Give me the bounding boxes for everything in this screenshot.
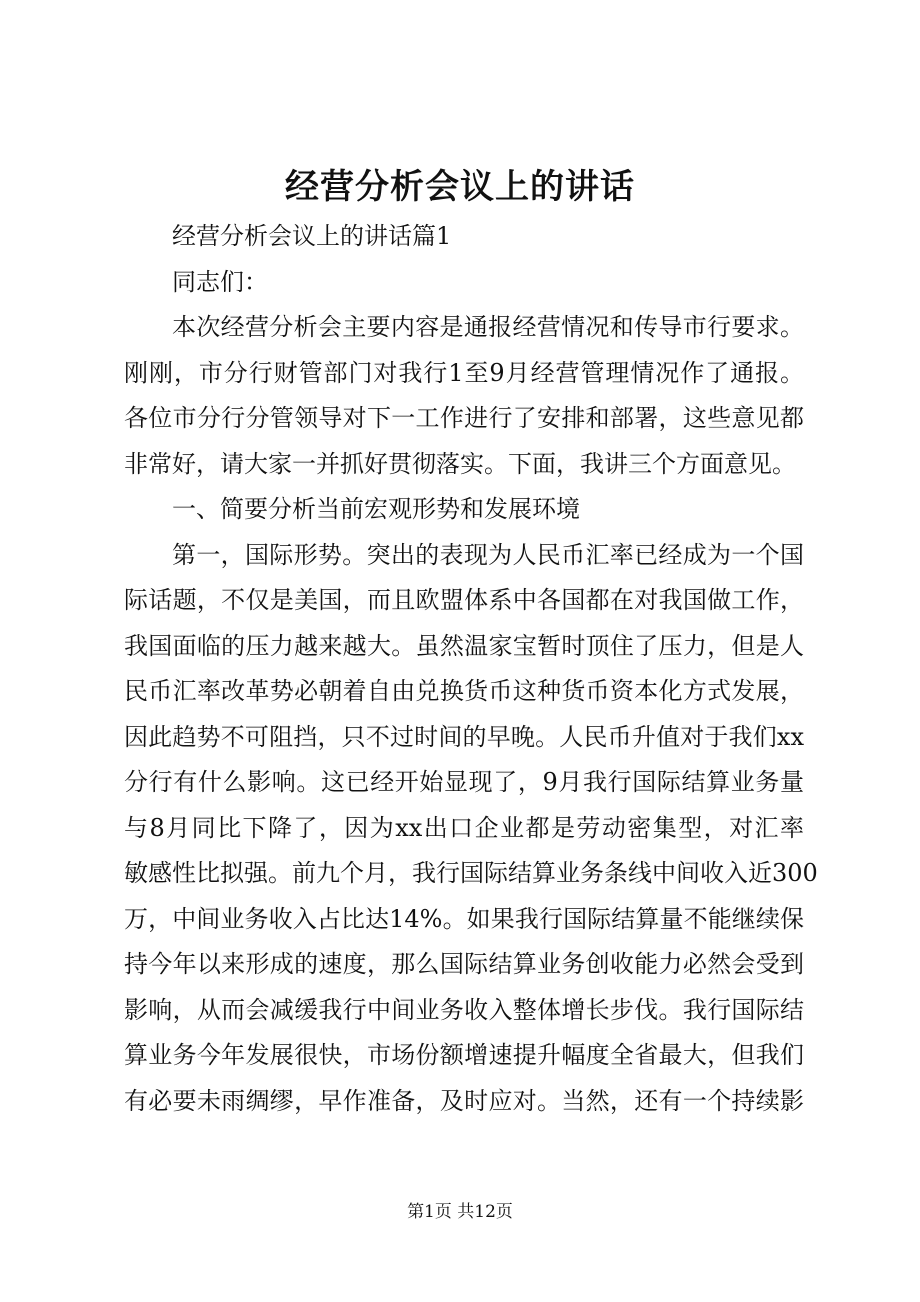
page-footer: 第1页 共12页 xyxy=(407,1202,513,1222)
paragraph-line: 各位市分行分管领导对下一工作进行了安排和部署，这些意见都 xyxy=(124,404,804,432)
section-heading: 一、简要分析当前宏观形势和发展环境 xyxy=(172,495,580,523)
document-body xyxy=(124,214,818,1124)
salutation: 同志们： xyxy=(172,267,268,296)
paragraph-1 xyxy=(124,305,804,487)
paragraph-line: 有必要未雨绸缪，早作准备，及时应对。当然，还有一个持续影 xyxy=(124,1086,804,1115)
document-title: 经营分析会议上的讲话 xyxy=(285,167,635,207)
paragraph-line: 与8月同比下降了，因为xx出口企业都是劳动密集型，对汇率 xyxy=(124,813,804,842)
paragraph-line: 民币汇率改革势必朝着自由兑换货币这种货币资本化方式发展， xyxy=(124,677,804,705)
subtitle: 经营分析会议上的讲话篇1 xyxy=(172,222,452,250)
paragraph-line: 万，中间业务收入占比达14%。如果我行国际结算量不能继续保 xyxy=(124,904,804,933)
paragraph-line: 影响，从而会减缓我行中间业务收入整体增长步伐。我行国际结 xyxy=(124,995,804,1024)
paragraph-2 xyxy=(124,533,818,1125)
paragraph-line: 际话题，不仅是美国，而且欧盟体系中各国都在对我国做工作， xyxy=(124,586,804,614)
paragraph-line: 第一，国际形势。突出的表现为人民币汇率已经成为一个国 xyxy=(172,540,804,569)
paragraph-line: 算业务今年发展很快，市场份额增速提升幅度全省最大，但我们 xyxy=(124,1041,804,1069)
paragraph-line: 非常好，请大家一并抓好贯彻落实。下面，我讲三个方面意见。 xyxy=(124,449,796,478)
paragraph-line: 因此趋势不可阻挡，只不过时间的早晚。人民币升值对于我们xx xyxy=(124,722,804,751)
paragraph-line: 敏感性比拟强。前九个月，我行国际结算业务条线中间收入近300 xyxy=(124,859,818,887)
paragraph-line: 分行有什么影响。这已经开始显现了，9月我行国际结算业务量 xyxy=(124,768,804,796)
paragraph-line: 持今年以来形成的速度，那么国际结算业务创收能力必然会受到 xyxy=(124,950,804,978)
paragraph-line: 刚刚，市分行财管部门对我行1至9月经营管理情况作了通报。 xyxy=(124,358,804,387)
paragraph-line: 我国面临的压力越来越大。虽然温家宝暂时顶住了压力，但是人 xyxy=(124,631,804,660)
paragraph-line: 本次经营分析会主要内容是通报经营情况和传导市行要求。 xyxy=(172,313,804,341)
